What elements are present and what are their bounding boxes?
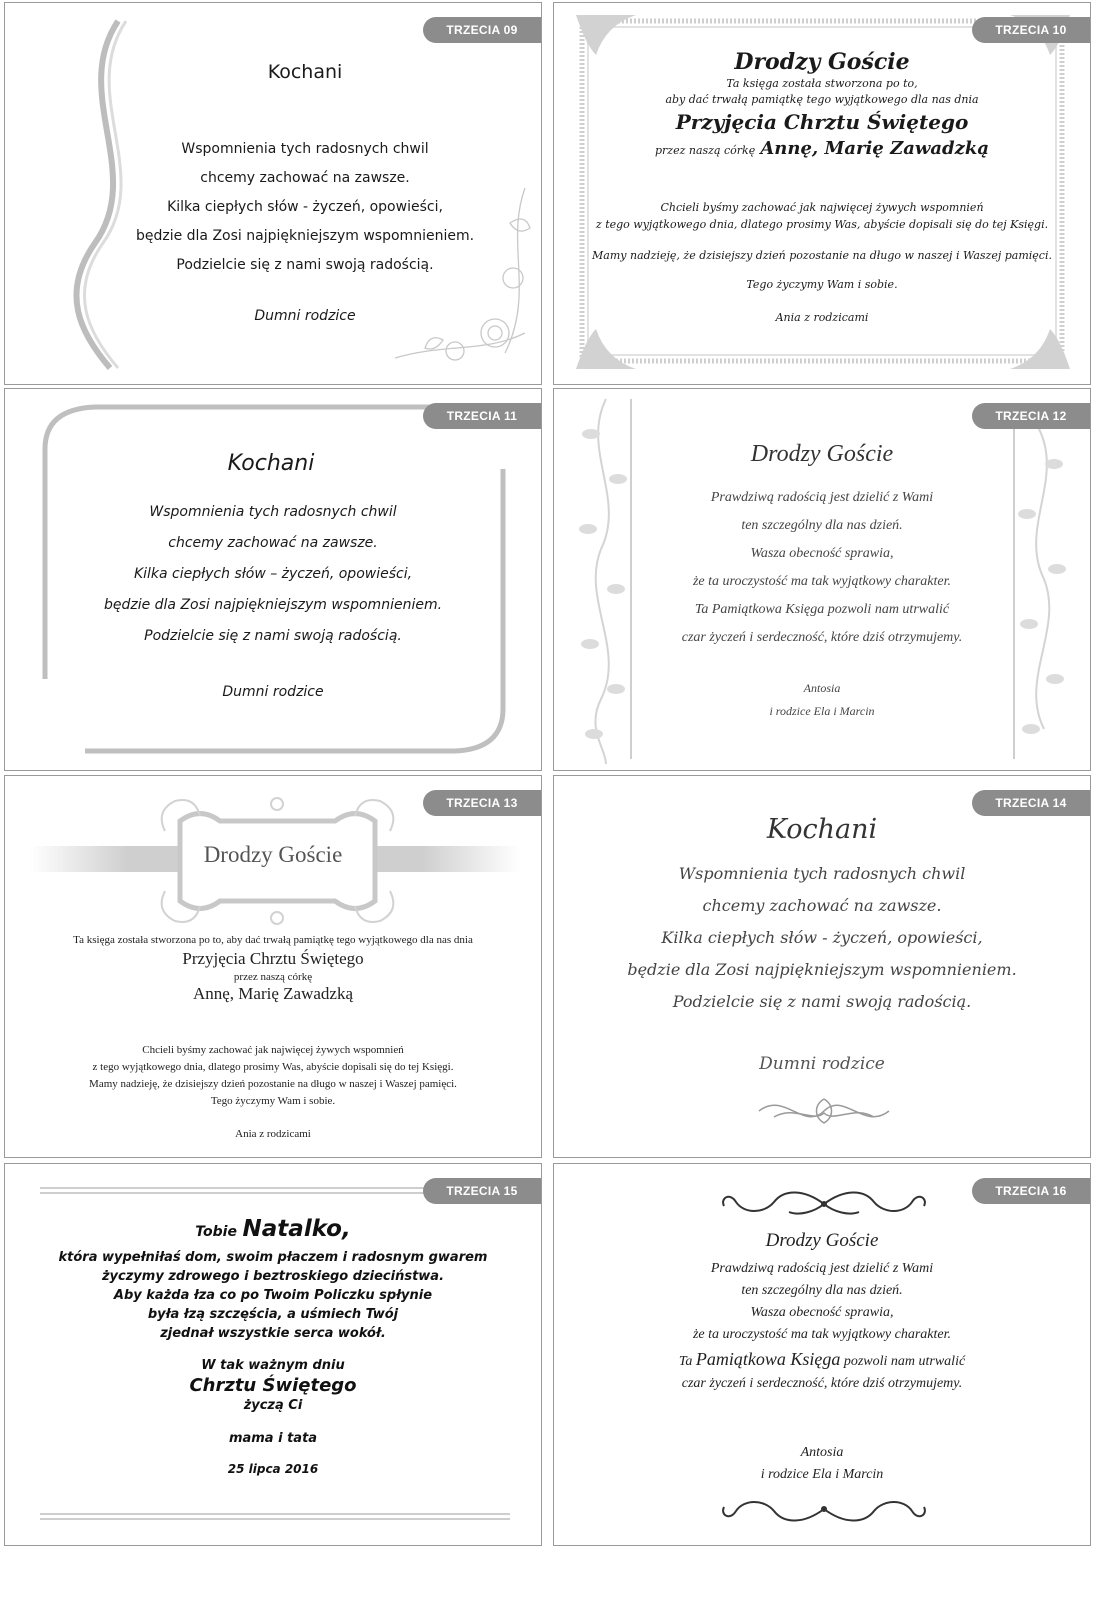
body-line: Ta Pamiątkowa Księga pozwoli nam utrwalić (694, 602, 950, 617)
card-trzecia-09 (4, 2, 542, 385)
greeting-line (5, 1216, 541, 1242)
body-line: Podzielcie się z nami swoją radością. (176, 257, 434, 273)
card-title: Drodzy Goście (750, 441, 894, 467)
body-line: Chcieli byśmy zachować jak najwięcej żywych wspomnień (660, 201, 984, 214)
body-line: chcemy zachować na zawsze. (702, 896, 942, 915)
card-tag: TRZECIA 10 (972, 17, 1090, 43)
line-prefix: Ta (678, 1354, 693, 1369)
signature-parents: i rodzice Ela i Marcin (769, 704, 875, 718)
child-name: Annę, Marię Zawadzką (760, 138, 989, 159)
body-line: Tego życzymy Wam i sobie. (210, 1095, 336, 1107)
signature-name: Antosia (803, 681, 841, 695)
signature: Ania z rodzicami (775, 311, 869, 324)
date: 25 lipca 2016 (227, 1462, 319, 1476)
intro-line: Ta księga została stworzona po to, (726, 77, 918, 90)
signature: mama i tata (228, 1431, 318, 1446)
body-line: Prawdziwą radością jest dzielić z Wami (710, 1261, 934, 1276)
card-title: Drodzy Goście (734, 49, 910, 75)
greeting-prefix: Tobie (195, 1224, 237, 1240)
body-line: będzie dla Zosi najpiękniejszym wspomnieniem. (103, 597, 443, 613)
wish-line: życzą Ci (243, 1398, 303, 1413)
body-line: Chcieli byśmy zachować jak najwięcej żywych wspomnień (142, 1044, 404, 1056)
child-prefix: przez naszą córkę (233, 971, 313, 983)
body-line: Kilka ciepłych słów – życzeń, opowieści, (133, 566, 413, 582)
card-tag: TRZECIA 11 (423, 403, 541, 429)
body-line: która wypełniłaś dom, swoim płaczem i radosnym gwarem (58, 1250, 488, 1265)
body-line: życzymy zdrowego i beztroskiego dzieciństwa. (101, 1269, 445, 1284)
flourish-ornament (754, 1091, 894, 1131)
card-title: Drodzy Goście (203, 842, 343, 867)
body-line: Wasza obecność sprawia, (750, 1305, 894, 1320)
card-trzecia-14 (553, 775, 1091, 1158)
card-tag: TRZECIA 09 (423, 17, 541, 43)
card-tag: TRZECIA 14 (972, 790, 1090, 816)
day-line: W tak ważnym dniu (201, 1358, 345, 1373)
body-line: ten szczególny dla nas dzień. (741, 518, 903, 533)
line-suffix: pozwoli nam utrwalić (843, 1354, 966, 1369)
body-line: ten szczególny dla nas dzień. (741, 1283, 903, 1298)
card-trzecia-10 (553, 2, 1091, 385)
book-name: Pamiątkowa Księga (695, 1349, 841, 1369)
body-line: Kilka ciepłych słów - życzeń, opowieści, (661, 928, 983, 947)
signature: Dumni rodzice (222, 684, 324, 700)
intro-line: Ta księga została stworzona po to, aby dać trwałą pamiątkę tego wyjątkowego dla nas dnia (73, 934, 473, 946)
body-line: Podzielcie się z nami swoją radością. (672, 992, 972, 1011)
card-trzecia-11 (4, 388, 542, 771)
body-line: będzie dla Zosi najpiękniejszym wspomnieniem. (135, 228, 475, 244)
child-name: Natalko, (242, 1216, 351, 1242)
body-line: była łzą szczęścia, a uśmiech Twój (147, 1307, 399, 1322)
child-line (554, 138, 1090, 159)
body-line: chcemy zachować na zawsze. (168, 535, 378, 551)
card-trzecia-15 (4, 1163, 542, 1546)
card-title: Kochani (227, 451, 315, 476)
body-line: Wspomnienia tych radosnych chwil (181, 141, 429, 157)
scroll-ornament-bottom (714, 1489, 934, 1529)
body-line: Mamy nadzieję, że dzisiejszy dzień pozostanie na długo w naszej i Waszej pamięci. (592, 249, 1052, 262)
signature: Dumni rodzice (759, 1054, 885, 1074)
body-line (554, 1348, 1090, 1373)
body-line: że ta uroczystość ma tak wyjątkowy charakter. (692, 574, 952, 589)
body-line: Podzielcie się z nami swoją radością. (144, 628, 402, 644)
body-line: Aby każda łza co po Twoim Policzku spłynie (113, 1288, 433, 1303)
body-line: czar życzeń i serdeczność, które dziś otrzymujemy. (681, 630, 963, 645)
card-trzecia-16 (553, 1163, 1091, 1546)
body-line: Kilka ciepłych słów - życzeń, opowieści, (167, 199, 443, 215)
card-title: Drodzy Goście (765, 1230, 879, 1251)
body-line: czar życzeń i serdeczność, które dziś otrzymujemy. (681, 1376, 963, 1391)
event-name: Chrztu Świętego (189, 1375, 357, 1396)
body-line: że ta uroczystość ma tak wyjątkowy charakter. (692, 1327, 952, 1342)
scroll-ornament-top (714, 1184, 934, 1224)
child-name: Annę, Marię Zawadzką (192, 984, 353, 1003)
body-line: z tego wyjątkowego dnia, dlatego prosimy Was, abyście dopisali się do tej Księgi. (92, 1061, 454, 1073)
intro-line: aby dać trwałą pamiątkę tego wyjątkowego dla nas dnia (665, 93, 979, 106)
signature-parents: i rodzice Ela i Marcin (760, 1467, 884, 1482)
body-line: Prawdziwą radością jest dzielić z Wami (710, 490, 934, 505)
card-tag: TRZECIA 16 (972, 1178, 1090, 1204)
signature: Ania z rodzicami (235, 1128, 311, 1140)
card-tag: TRZECIA 13 (423, 790, 541, 816)
body-line: Wspomnienia tych radosnych chwil (678, 864, 966, 883)
body-line: Tego życzymy Wam i sobie. (746, 278, 898, 291)
card-tag: TRZECIA 15 (423, 1178, 541, 1204)
card-title: Kochani (766, 814, 878, 845)
body-line: Mamy nadzieję, że dzisiejszy dzień pozostanie na długo w naszej i Waszej pamięci. (89, 1078, 457, 1090)
signature-name: Antosia (800, 1445, 844, 1460)
event-name: Przyjęcia Chrztu Świętego (675, 110, 969, 134)
card-title: Kochani (267, 61, 343, 83)
card-tag: TRZECIA 12 (972, 403, 1090, 429)
body-line: chcemy zachować na zawsze. (200, 170, 410, 186)
card-trzecia-12 (553, 388, 1091, 771)
event-name: Przyjęcia Chrztu Świętego (182, 949, 364, 968)
body-line: z tego wyjątkowego dnia, dlatego prosimy Was, abyście dopisali się do tej Księgi. (595, 218, 1049, 231)
body-line: Wasza obecność sprawia, (750, 546, 894, 561)
body-line: będzie dla Zosi najpiękniejszym wspomnieniem. (627, 960, 1017, 979)
body-line: zjednał wszystkie serca wokół. (160, 1326, 386, 1341)
child-prefix: przez naszą córkę (654, 144, 756, 157)
card-trzecia-13 (4, 775, 542, 1158)
double-rule-bottom (5, 1512, 542, 1532)
signature: Dumni rodzice (254, 308, 356, 324)
body-line: Wspomnienia tych radosnych chwil (149, 504, 397, 520)
